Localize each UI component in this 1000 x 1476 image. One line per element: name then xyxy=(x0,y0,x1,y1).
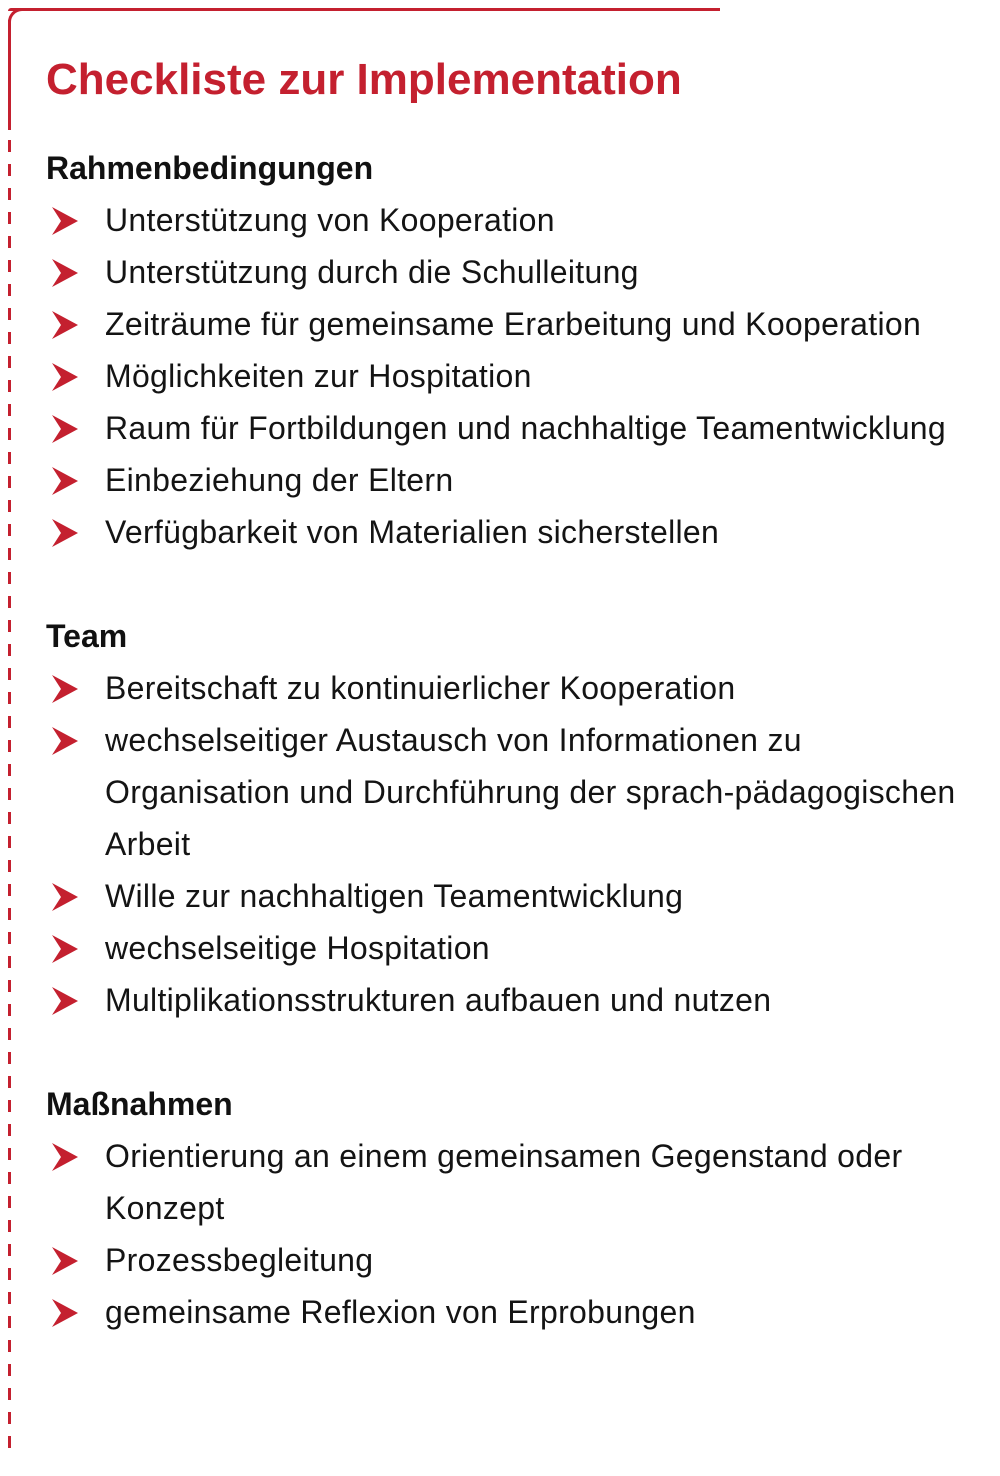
list-item-text: Einbeziehung der Eltern xyxy=(105,462,454,498)
list-item-text: Orientierung an einem gemeinsamen Gegenstand oder Konzept xyxy=(105,1138,903,1226)
list-item xyxy=(46,350,976,402)
list-item-text: Unterstützung durch die Schulleitung xyxy=(105,254,639,290)
list-item-text: Verfügbarkeit von Materialien sicherstellen xyxy=(105,514,720,550)
list-item-text: Wille zur nachhaltigen Teamentwicklung xyxy=(105,878,684,914)
list-item xyxy=(46,506,976,558)
chevron-right-icon xyxy=(50,883,78,911)
list-item-text: Raum für Fortbildungen und nachhaltige Teamentwicklung xyxy=(105,410,946,446)
list-item xyxy=(46,194,976,246)
checklist-content xyxy=(46,142,976,1390)
chevron-right-icon xyxy=(50,727,78,755)
list-item xyxy=(46,402,976,454)
list-item xyxy=(46,974,976,1026)
chevron-right-icon xyxy=(50,987,78,1015)
chevron-right-icon xyxy=(50,207,78,235)
chevron-right-icon xyxy=(50,467,78,495)
chevron-right-icon xyxy=(50,1143,78,1171)
section-heading: Maßnahmen xyxy=(46,1086,233,1122)
list-item-text: wechselseitige Hospitation xyxy=(105,930,490,966)
section-heading: Team xyxy=(46,618,128,654)
section-rahmenbedingungen xyxy=(46,142,976,558)
list-item xyxy=(46,922,976,974)
chevron-right-icon xyxy=(50,675,78,703)
checklist xyxy=(46,194,976,558)
chevron-right-icon xyxy=(50,935,78,963)
chevron-right-icon xyxy=(50,1299,78,1327)
chevron-right-icon xyxy=(50,1247,78,1275)
list-item xyxy=(46,246,976,298)
list-item-text: Unterstützung von Kooperation xyxy=(105,202,555,238)
list-item-text: Multiplikationsstrukturen aufbauen und nutzen xyxy=(105,982,772,1018)
list-item-text: Prozessbegleitung xyxy=(105,1242,374,1278)
list-item xyxy=(46,1130,976,1234)
chevron-right-icon xyxy=(50,519,78,547)
chevron-right-icon xyxy=(50,415,78,443)
list-item-text: gemeinsame Reflexion von Erprobungen xyxy=(105,1294,696,1330)
list-item-text: wechselseitiger Austausch von Informationen zu Organisation und Durchführung der sprach-pädagogischen Arbeit xyxy=(105,722,956,862)
list-item-text: Zeiträume für gemeinsame Erarbeitung und Kooperation xyxy=(105,306,922,342)
section-massnahmen xyxy=(46,1078,976,1338)
list-item xyxy=(46,714,976,870)
chevron-right-icon xyxy=(50,363,78,391)
frame-top-border xyxy=(8,8,720,11)
list-item xyxy=(46,870,976,922)
list-item xyxy=(46,454,976,506)
chevron-right-icon xyxy=(50,259,78,287)
list-item xyxy=(46,662,976,714)
list-item xyxy=(46,1286,976,1338)
list-item-text: Möglichkeiten zur Hospitation xyxy=(105,358,532,394)
list-item-text: Bereitschaft zu kontinuierlicher Kooperation xyxy=(105,670,736,706)
checklist xyxy=(46,662,976,1026)
list-item xyxy=(46,1234,976,1286)
section-heading: Rahmenbedingungen xyxy=(46,150,374,186)
chevron-right-icon xyxy=(50,311,78,339)
frame-left-dashed-border xyxy=(8,140,11,1455)
section-team xyxy=(46,610,976,1026)
page-title: Checkliste zur Implementation xyxy=(46,55,682,104)
checklist xyxy=(46,1130,976,1338)
list-item xyxy=(46,298,976,350)
frame-left-border xyxy=(8,20,11,130)
